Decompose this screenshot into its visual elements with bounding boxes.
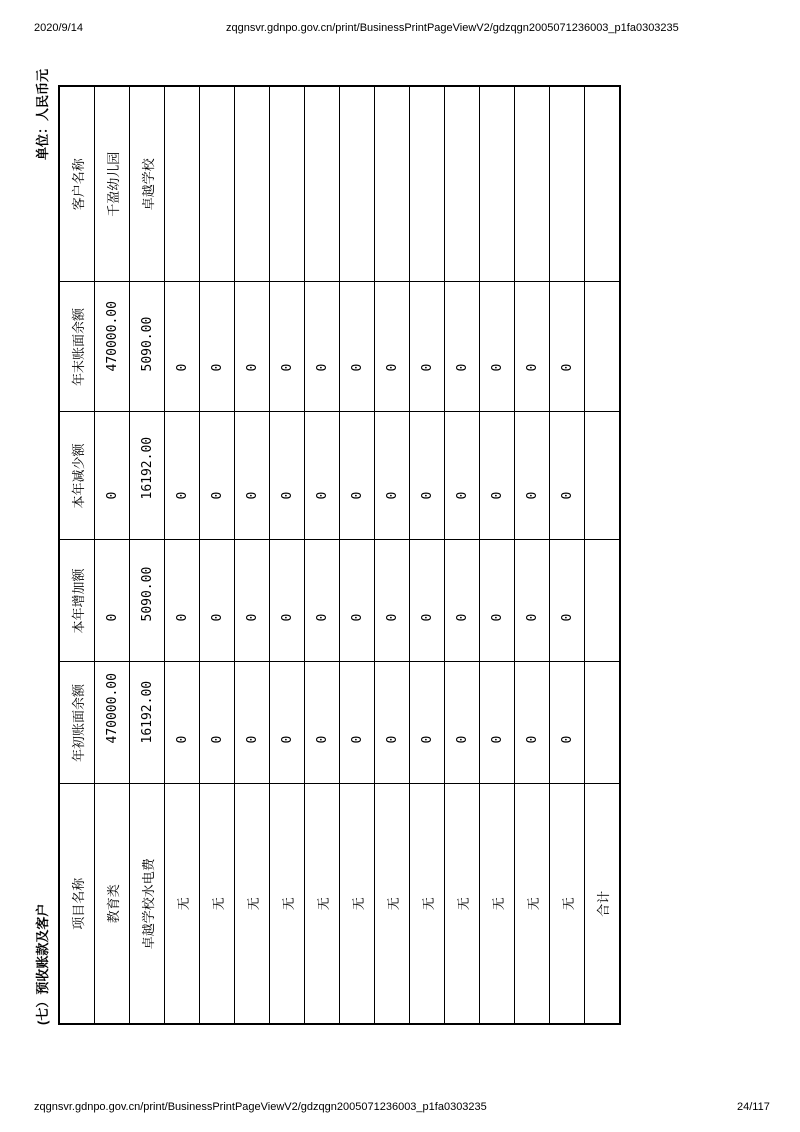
advance-receipts-table [58, 85, 621, 1025]
cell-closing-balance: 0 [200, 282, 235, 412]
table-row [200, 86, 235, 1024]
cell-opening-balance: 0 [165, 662, 200, 784]
cell-item-name: 无 [270, 784, 305, 1024]
cell-decrease: 0 [445, 412, 480, 540]
cell-customer-name: 千盈幼儿园 [95, 86, 130, 282]
cell-increase: 0 [165, 540, 200, 662]
cell-item-name: 无 [550, 784, 585, 1024]
page-number: 24/117 [737, 1101, 770, 1113]
cell-closing-balance: 0 [270, 282, 305, 412]
cell-closing-balance: 0 [515, 282, 550, 412]
table-row [95, 86, 130, 1024]
col-header-customer-name: 客户名称 [59, 86, 95, 282]
cell-customer-name [410, 86, 445, 282]
cell-closing-balance: 470000.00 [95, 282, 130, 412]
cell-opening-balance: 0 [550, 662, 585, 784]
cell-customer-name: 卓越学校 [130, 86, 165, 282]
cell-closing-balance: 0 [305, 282, 340, 412]
currency-unit: 单位：人民币元 [35, 69, 50, 161]
col-header-item-name: 项目名称 [59, 784, 95, 1024]
cell-customer-name [515, 86, 550, 282]
cell-item-name: 无 [235, 784, 270, 1024]
cell-item-name: 无 [305, 784, 340, 1024]
cell-decrease: 0 [480, 412, 515, 540]
cell-opening-balance: 0 [235, 662, 270, 784]
cell-customer-name [585, 86, 621, 282]
cell-closing-balance: 0 [410, 282, 445, 412]
cell-customer-name [550, 86, 585, 282]
table-header-row [59, 86, 95, 1024]
cell-customer-name [165, 86, 200, 282]
col-header-decrease: 本年减少额 [59, 412, 95, 540]
cell-customer-name [375, 86, 410, 282]
cell-item-name: 无 [165, 784, 200, 1024]
cell-closing-balance: 0 [375, 282, 410, 412]
cell-decrease: 0 [270, 412, 305, 540]
table-row [515, 86, 550, 1024]
cell-opening-balance: 0 [340, 662, 375, 784]
cell-increase: 0 [200, 540, 235, 662]
cell-opening-balance: 0 [305, 662, 340, 784]
cell-opening-balance: 0 [375, 662, 410, 784]
cell-increase: 0 [410, 540, 445, 662]
table-row [375, 86, 410, 1024]
cell-closing-balance [585, 282, 621, 412]
cell-increase: 0 [375, 540, 410, 662]
cell-increase: 0 [270, 540, 305, 662]
cell-customer-name [480, 86, 515, 282]
cell-closing-balance: 0 [340, 282, 375, 412]
rotated-page-content [30, 65, 670, 1035]
print-date: 2020/9/14 [34, 22, 83, 34]
table-row [270, 86, 305, 1024]
col-header-increase: 本年增加额 [59, 540, 95, 662]
cell-increase: 0 [235, 540, 270, 662]
cell-item-name: 无 [340, 784, 375, 1024]
cell-item-name: 无 [480, 784, 515, 1024]
table-total-row [585, 86, 621, 1024]
cell-item-name: 教育类 [95, 784, 130, 1024]
table-row [235, 86, 270, 1024]
cell-item-name: 无 [515, 784, 550, 1024]
cell-item-name: 无 [410, 784, 445, 1024]
cell-opening-balance: 470000.00 [95, 662, 130, 784]
cell-customer-name [200, 86, 235, 282]
cell-opening-balance: 0 [270, 662, 305, 784]
cell-decrease: 0 [235, 412, 270, 540]
cell-customer-name [235, 86, 270, 282]
cell-closing-balance: 5090.00 [130, 282, 165, 412]
table-row [165, 86, 200, 1024]
print-header-url: zqgnsvr.gdnpo.gov.cn/print/BusinessPrintPageViewV2/gdzqgn2005071236003_p1fa0303235 [226, 22, 679, 34]
cell-increase: 0 [515, 540, 550, 662]
cell-decrease: 0 [200, 412, 235, 540]
cell-opening-balance: 0 [515, 662, 550, 784]
cell-item-name: 无 [375, 784, 410, 1024]
cell-customer-name [270, 86, 305, 282]
table-row [480, 86, 515, 1024]
cell-closing-balance: 0 [480, 282, 515, 412]
total-label: 合计 [585, 784, 621, 1024]
cell-opening-balance: 0 [480, 662, 515, 784]
cell-increase: 0 [445, 540, 480, 662]
cell-opening-balance: 0 [445, 662, 480, 784]
cell-item-name: 卓越学校水电费 [130, 784, 165, 1024]
cell-item-name: 无 [200, 784, 235, 1024]
cell-increase: 5090.00 [130, 540, 165, 662]
cell-opening-balance: 0 [200, 662, 235, 784]
cell-decrease: 0 [410, 412, 445, 540]
cell-customer-name [445, 86, 480, 282]
cell-decrease [585, 412, 621, 540]
cell-closing-balance: 0 [550, 282, 585, 412]
cell-opening-balance: 0 [410, 662, 445, 784]
cell-customer-name [305, 86, 340, 282]
cell-decrease: 16192.00 [130, 412, 165, 540]
cell-decrease: 0 [165, 412, 200, 540]
cell-customer-name [340, 86, 375, 282]
cell-decrease: 0 [305, 412, 340, 540]
cell-opening-balance: 16192.00 [130, 662, 165, 784]
cell-decrease: 0 [515, 412, 550, 540]
col-header-opening-balance: 年初账面余额 [59, 662, 95, 784]
table-row [340, 86, 375, 1024]
table-row [410, 86, 445, 1024]
cell-closing-balance: 0 [165, 282, 200, 412]
cell-increase: 0 [95, 540, 130, 662]
cell-decrease: 0 [550, 412, 585, 540]
section-title: (七）预收账款及客户 [35, 903, 50, 1025]
table-row [445, 86, 480, 1024]
cell-increase: 0 [340, 540, 375, 662]
cell-increase [585, 540, 621, 662]
cell-item-name: 无 [445, 784, 480, 1024]
cell-opening-balance [585, 662, 621, 784]
table-row [305, 86, 340, 1024]
cell-decrease: 0 [340, 412, 375, 540]
cell-increase: 0 [480, 540, 515, 662]
table-row [550, 86, 585, 1024]
print-footer-url: zqgnsvr.gdnpo.gov.cn/print/BusinessPrintPageViewV2/gdzqgn2005071236003_p1fa0303235 [34, 1101, 487, 1113]
cell-increase: 0 [550, 540, 585, 662]
table-row [130, 86, 165, 1024]
cell-increase: 0 [305, 540, 340, 662]
col-header-closing-balance: 年末账面余额 [59, 282, 95, 412]
cell-closing-balance: 0 [235, 282, 270, 412]
cell-decrease: 0 [95, 412, 130, 540]
cell-decrease: 0 [375, 412, 410, 540]
cell-closing-balance: 0 [445, 282, 480, 412]
